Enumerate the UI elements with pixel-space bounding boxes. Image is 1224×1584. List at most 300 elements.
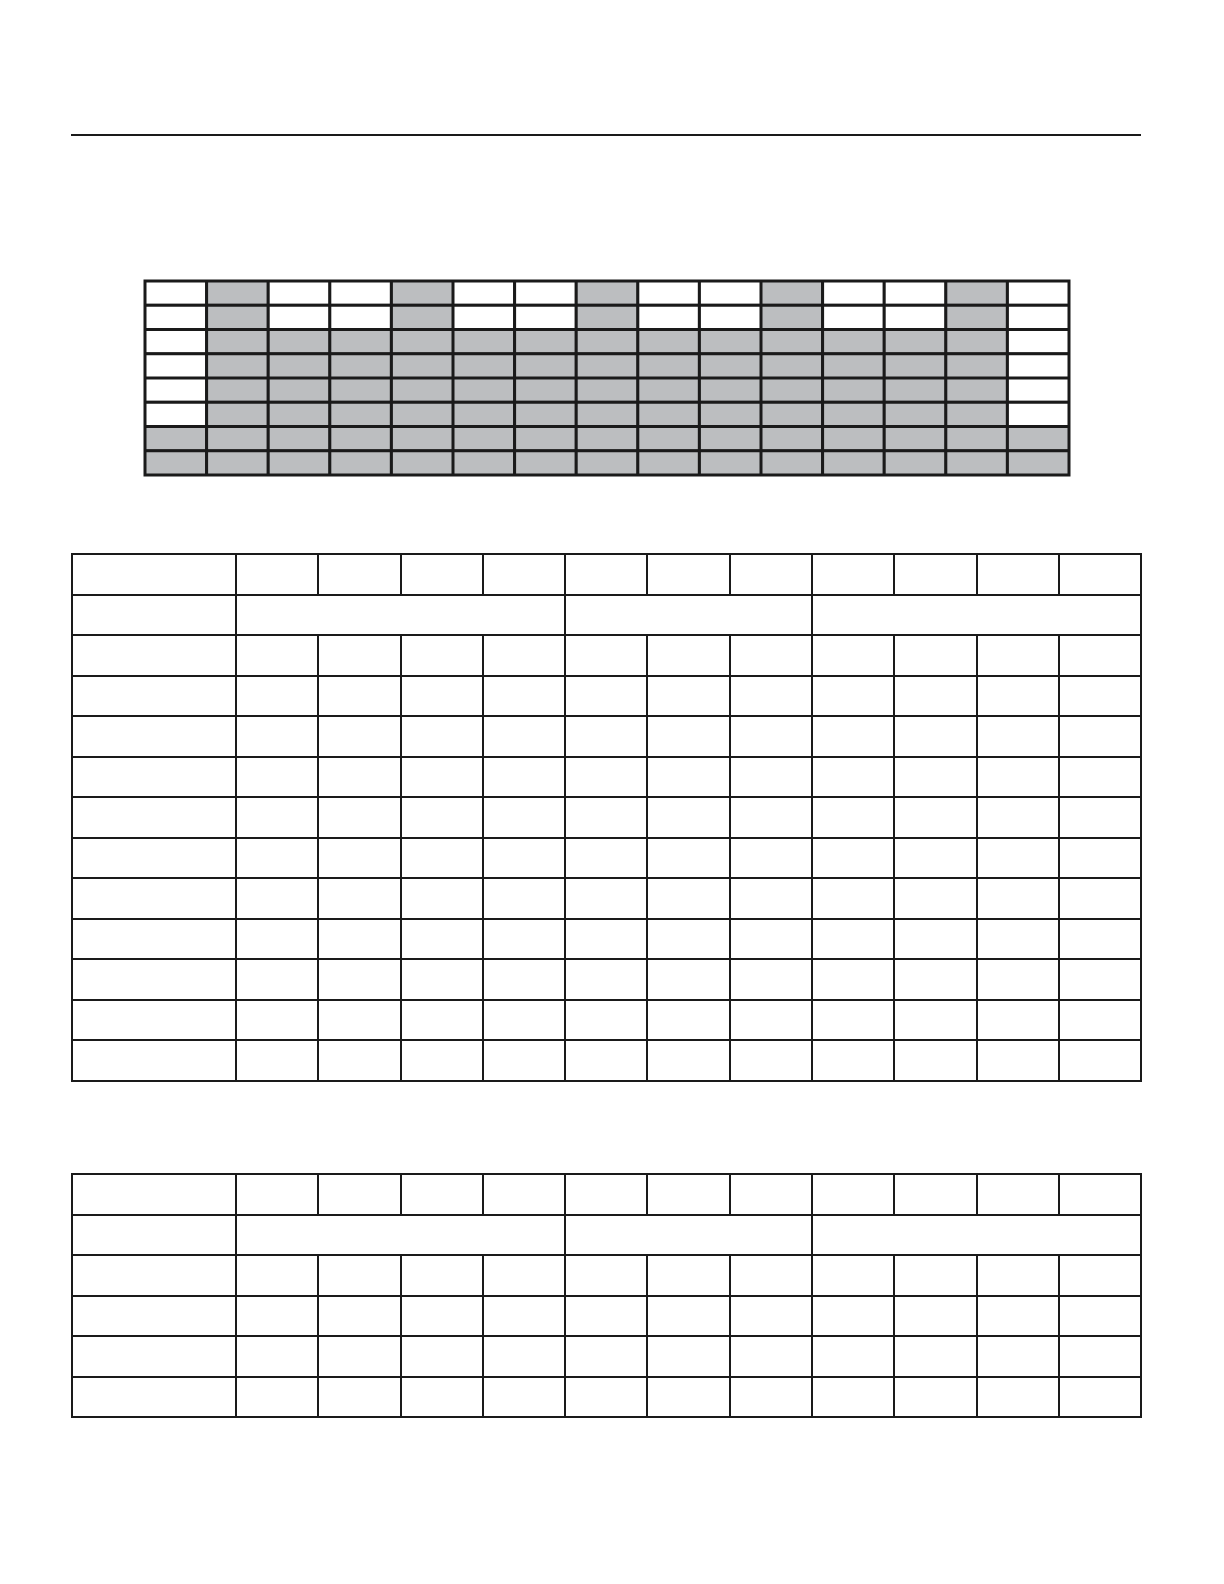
entry-cell[interactable] xyxy=(894,878,976,919)
entry-cell[interactable] xyxy=(977,1040,1059,1081)
entry-cell[interactable] xyxy=(730,1040,812,1081)
entry-cell[interactable] xyxy=(812,1377,894,1418)
entry-cell[interactable] xyxy=(894,757,976,798)
swatch-cell xyxy=(145,378,207,402)
entry-cell[interactable] xyxy=(1059,959,1141,1000)
header-cell[interactable] xyxy=(1059,1174,1141,1215)
entry-cell[interactable] xyxy=(1059,1040,1141,1081)
entry-cell[interactable] xyxy=(483,1336,565,1377)
entry-cell[interactable] xyxy=(977,878,1059,919)
header-cell[interactable] xyxy=(565,554,647,595)
entry-cell[interactable] xyxy=(1059,797,1141,838)
entry-cell[interactable] xyxy=(236,676,318,717)
entry-cell[interactable] xyxy=(483,1296,565,1337)
entry-cell[interactable] xyxy=(565,1000,647,1041)
swatch-cell xyxy=(515,330,577,354)
table-row xyxy=(72,838,1141,879)
entry-cell[interactable] xyxy=(730,1336,812,1377)
entry-cell[interactable] xyxy=(730,797,812,838)
entry-cell[interactable] xyxy=(401,757,483,798)
entry-cell[interactable] xyxy=(401,1296,483,1337)
entry-cell[interactable] xyxy=(977,757,1059,798)
entry-cell[interactable] xyxy=(1059,716,1141,757)
entry-cell[interactable] xyxy=(565,838,647,879)
entry-cell[interactable] xyxy=(318,959,400,1000)
entry-cell[interactable] xyxy=(401,1255,483,1296)
entry-cell[interactable] xyxy=(977,676,1059,717)
entry-cell[interactable] xyxy=(483,797,565,838)
entry-cell[interactable] xyxy=(730,676,812,717)
entry-cell[interactable] xyxy=(812,1000,894,1041)
swatch-cell xyxy=(145,451,207,475)
entry-cell[interactable] xyxy=(894,1255,976,1296)
header-cell[interactable] xyxy=(812,1174,894,1215)
entry-cell[interactable] xyxy=(565,1336,647,1377)
swatch-cell xyxy=(884,451,946,475)
entry-cell[interactable] xyxy=(565,1040,647,1081)
entry-cell[interactable] xyxy=(894,797,976,838)
entry-cell[interactable] xyxy=(647,1336,729,1377)
swatch-cell xyxy=(699,354,761,378)
entry-cell[interactable] xyxy=(894,959,976,1000)
entry-cell[interactable] xyxy=(730,1000,812,1041)
entry-cell[interactable] xyxy=(647,838,729,879)
row-label-cell[interactable] xyxy=(72,838,236,879)
row-label-cell[interactable] xyxy=(72,716,236,757)
swatch-cell xyxy=(515,354,577,378)
entry-cell[interactable] xyxy=(318,716,400,757)
header-cell[interactable] xyxy=(730,1174,812,1215)
entry-cell[interactable] xyxy=(812,878,894,919)
row-label-cell[interactable] xyxy=(72,1174,236,1215)
entry-cell[interactable] xyxy=(401,1336,483,1377)
swatch-cell xyxy=(391,354,453,378)
entry-cell[interactable] xyxy=(977,959,1059,1000)
swatch-cell xyxy=(515,451,577,475)
entry-cell[interactable] xyxy=(647,1377,729,1418)
swatch-cell xyxy=(638,330,700,354)
entry-cell[interactable] xyxy=(977,797,1059,838)
table-group-row xyxy=(72,595,1141,636)
entry-cell[interactable] xyxy=(565,797,647,838)
swatch-cell xyxy=(638,427,700,451)
swatch-cell xyxy=(453,402,515,426)
entry-cell[interactable] xyxy=(894,635,976,676)
swatch-cell xyxy=(638,451,700,475)
header-cell[interactable] xyxy=(401,1174,483,1215)
entry-cell[interactable] xyxy=(401,878,483,919)
entry-cell[interactable] xyxy=(647,1296,729,1337)
header-cell[interactable] xyxy=(647,1174,729,1215)
row-label-cell[interactable] xyxy=(72,919,236,960)
entry-cell[interactable] xyxy=(318,919,400,960)
entry-cell[interactable] xyxy=(401,716,483,757)
swatch-cell xyxy=(1007,330,1069,354)
entry-cell[interactable] xyxy=(318,1255,400,1296)
entry-cell[interactable] xyxy=(401,635,483,676)
swatch-cell xyxy=(1007,378,1069,402)
swatch-cell xyxy=(207,378,269,402)
entry-cell[interactable] xyxy=(647,1000,729,1041)
swatch-cell xyxy=(946,354,1008,378)
row-label-cell[interactable] xyxy=(72,1336,236,1377)
entry-cell[interactable] xyxy=(812,716,894,757)
entry-cell[interactable] xyxy=(236,919,318,960)
entry-cell[interactable] xyxy=(1059,757,1141,798)
swatch-cell xyxy=(884,402,946,426)
entry-cell[interactable] xyxy=(318,1336,400,1377)
entry-cell[interactable] xyxy=(812,1336,894,1377)
entry-cell[interactable] xyxy=(812,1296,894,1337)
entry-cell[interactable] xyxy=(236,797,318,838)
entry-cell[interactable] xyxy=(1059,838,1141,879)
swatch-cell xyxy=(884,305,946,329)
entry-cell[interactable] xyxy=(730,919,812,960)
swatch-cell xyxy=(576,378,638,402)
entry-cell[interactable] xyxy=(318,1040,400,1081)
swatch-cell xyxy=(699,427,761,451)
entry-cell[interactable] xyxy=(977,635,1059,676)
swatch-cell xyxy=(515,305,577,329)
entry-cell[interactable] xyxy=(565,635,647,676)
entry-cell[interactable] xyxy=(1059,1336,1141,1377)
swatch-cell xyxy=(207,451,269,475)
swatch-cell xyxy=(268,451,330,475)
entry-cell[interactable] xyxy=(1059,676,1141,717)
entry-cell[interactable] xyxy=(401,919,483,960)
group-cell[interactable] xyxy=(565,1215,812,1256)
header-cell[interactable] xyxy=(236,1174,318,1215)
entry-cell[interactable] xyxy=(1059,878,1141,919)
entry-cell[interactable] xyxy=(565,1377,647,1418)
entry-cell[interactable] xyxy=(565,1296,647,1337)
header-cell[interactable] xyxy=(812,554,894,595)
swatch-cell xyxy=(1007,305,1069,329)
table-row xyxy=(72,716,1141,757)
entry-cell[interactable] xyxy=(647,1255,729,1296)
swatch-cell xyxy=(1007,281,1069,305)
swatch-cell xyxy=(884,330,946,354)
entry-cell[interactable] xyxy=(401,797,483,838)
table-row xyxy=(72,797,1141,838)
header-cell[interactable] xyxy=(318,554,400,595)
entry-cell[interactable] xyxy=(1059,1296,1141,1337)
table-row xyxy=(72,1000,1141,1041)
entry-cell[interactable] xyxy=(730,838,812,879)
swatch-cell xyxy=(699,402,761,426)
entry-cell[interactable] xyxy=(647,878,729,919)
header-cell[interactable] xyxy=(483,1174,565,1215)
swatch-grid-svg xyxy=(143,279,1071,477)
entry-cell[interactable] xyxy=(318,1377,400,1418)
table-row xyxy=(72,959,1141,1000)
entry-cell[interactable] xyxy=(236,878,318,919)
entry-cell[interactable] xyxy=(647,1040,729,1081)
entry-cell[interactable] xyxy=(318,676,400,717)
entry-cell[interactable] xyxy=(318,1000,400,1041)
row-label-cell[interactable] xyxy=(72,1040,236,1081)
swatch-cell xyxy=(330,451,392,475)
header-cell[interactable] xyxy=(318,1174,400,1215)
header-cell[interactable] xyxy=(1059,554,1141,595)
swatch-cell xyxy=(576,354,638,378)
entry-cell[interactable] xyxy=(401,838,483,879)
entry-cell[interactable] xyxy=(1059,919,1141,960)
entry-cell[interactable] xyxy=(483,1377,565,1418)
row-label-cell[interactable] xyxy=(72,1377,236,1418)
entry-cell[interactable] xyxy=(812,676,894,717)
swatch-cell xyxy=(638,354,700,378)
swatch-cell xyxy=(515,378,577,402)
entry-cell[interactable] xyxy=(894,919,976,960)
row-label-cell[interactable] xyxy=(72,595,236,636)
entry-cell[interactable] xyxy=(565,716,647,757)
entry-cell[interactable] xyxy=(236,838,318,879)
swatch-cell xyxy=(145,305,207,329)
entry-cell[interactable] xyxy=(483,635,565,676)
entry-cell[interactable] xyxy=(483,878,565,919)
entry-cell[interactable] xyxy=(812,797,894,838)
entry-cell[interactable] xyxy=(977,1296,1059,1337)
entry-cell[interactable] xyxy=(730,1377,812,1418)
entry-cell[interactable] xyxy=(894,1040,976,1081)
table-row xyxy=(72,1040,1141,1081)
header-cell[interactable] xyxy=(401,554,483,595)
swatch-cell xyxy=(330,281,392,305)
entry-cell[interactable] xyxy=(1059,1000,1141,1041)
swatch-cell xyxy=(823,402,885,426)
entry-cell[interactable] xyxy=(812,757,894,798)
row-label-cell[interactable] xyxy=(72,797,236,838)
row-label-cell[interactable] xyxy=(72,676,236,717)
entry-cell[interactable] xyxy=(894,716,976,757)
entry-cell[interactable] xyxy=(483,757,565,798)
entry-cell[interactable] xyxy=(730,959,812,1000)
entry-cell[interactable] xyxy=(1059,1255,1141,1296)
entry-cell[interactable] xyxy=(894,676,976,717)
entry-cell[interactable] xyxy=(812,1040,894,1081)
entry-cell[interactable] xyxy=(894,1000,976,1041)
entry-cell[interactable] xyxy=(730,1296,812,1337)
swatch-cell xyxy=(330,402,392,426)
entry-cell[interactable] xyxy=(236,1000,318,1041)
row-label-cell[interactable] xyxy=(72,1255,236,1296)
swatch-cell xyxy=(330,378,392,402)
row-label-cell[interactable] xyxy=(72,959,236,1000)
swatch-cell xyxy=(823,378,885,402)
entry-cell[interactable] xyxy=(318,757,400,798)
swatch-cell xyxy=(207,281,269,305)
entry-cell[interactable] xyxy=(236,1255,318,1296)
header-cell[interactable] xyxy=(236,554,318,595)
entry-cell[interactable] xyxy=(401,676,483,717)
swatch-cell xyxy=(330,330,392,354)
table-row xyxy=(72,676,1141,717)
entry-cell[interactable] xyxy=(401,1040,483,1081)
entry-cell[interactable] xyxy=(730,757,812,798)
entry-cell[interactable] xyxy=(565,1255,647,1296)
entry-cell[interactable] xyxy=(977,1377,1059,1418)
entry-cell[interactable] xyxy=(565,676,647,717)
entry-cell[interactable] xyxy=(894,1377,976,1418)
entry-cell[interactable] xyxy=(483,1255,565,1296)
swatch-cell xyxy=(761,427,823,451)
entry-cell[interactable] xyxy=(565,757,647,798)
swatch-cell xyxy=(515,281,577,305)
entry-cell[interactable] xyxy=(647,959,729,1000)
swatch-grid xyxy=(143,279,1071,477)
entry-cell[interactable] xyxy=(647,716,729,757)
entry-cell[interactable] xyxy=(483,1040,565,1081)
entry-cell[interactable] xyxy=(977,1255,1059,1296)
header-cell[interactable] xyxy=(730,554,812,595)
group-cell[interactable] xyxy=(236,595,565,636)
entry-cell[interactable] xyxy=(483,919,565,960)
swatch-cell xyxy=(515,402,577,426)
header-cell[interactable] xyxy=(894,554,976,595)
entry-cell[interactable] xyxy=(318,635,400,676)
swatch-cell xyxy=(268,427,330,451)
swatch-cell xyxy=(884,354,946,378)
entry-cell[interactable] xyxy=(647,635,729,676)
group-cell[interactable] xyxy=(565,595,812,636)
table-row xyxy=(72,878,1141,919)
entry-cell[interactable] xyxy=(236,1377,318,1418)
entry-cell[interactable] xyxy=(812,919,894,960)
swatch-cell xyxy=(1007,451,1069,475)
table-row xyxy=(72,635,1141,676)
entry-cell[interactable] xyxy=(236,757,318,798)
swatch-cell xyxy=(145,281,207,305)
entry-cell[interactable] xyxy=(483,716,565,757)
header-cell[interactable] xyxy=(647,554,729,595)
swatch-cell xyxy=(699,451,761,475)
entry-cell[interactable] xyxy=(647,919,729,960)
table-row xyxy=(72,1377,1141,1418)
entry-cell[interactable] xyxy=(812,838,894,879)
table-row xyxy=(72,919,1141,960)
swatch-cell xyxy=(761,281,823,305)
entry-cell[interactable] xyxy=(483,676,565,717)
swatch-cell xyxy=(823,305,885,329)
entry-cell[interactable] xyxy=(236,959,318,1000)
header-cell[interactable] xyxy=(894,1174,976,1215)
entry-cell[interactable] xyxy=(977,716,1059,757)
entry-cell[interactable] xyxy=(236,1336,318,1377)
entry-cell[interactable] xyxy=(730,635,812,676)
entry-cell[interactable] xyxy=(894,838,976,879)
row-label-cell[interactable] xyxy=(72,1000,236,1041)
swatch-cell xyxy=(638,305,700,329)
entry-cell[interactable] xyxy=(483,959,565,1000)
entry-cell[interactable] xyxy=(730,878,812,919)
swatch-cell xyxy=(576,402,638,426)
swatch-cell xyxy=(576,451,638,475)
entry-cell[interactable] xyxy=(1059,635,1141,676)
swatch-cell xyxy=(453,451,515,475)
entry-cell[interactable] xyxy=(318,878,400,919)
swatch-cell xyxy=(515,427,577,451)
entry-cell[interactable] xyxy=(236,635,318,676)
entry-cell[interactable] xyxy=(647,797,729,838)
entry-cell[interactable] xyxy=(647,676,729,717)
entry-cell[interactable] xyxy=(236,1040,318,1081)
row-label-cell[interactable] xyxy=(72,635,236,676)
entry-cell[interactable] xyxy=(977,919,1059,960)
entry-cell[interactable] xyxy=(565,959,647,1000)
entry-cell[interactable] xyxy=(977,1336,1059,1377)
swatch-cell xyxy=(576,305,638,329)
group-cell[interactable] xyxy=(812,1215,1141,1256)
entry-cell[interactable] xyxy=(1059,1377,1141,1418)
swatch-cell xyxy=(946,330,1008,354)
entry-cell[interactable] xyxy=(894,1336,976,1377)
entry-cell[interactable] xyxy=(565,878,647,919)
entry-cell[interactable] xyxy=(647,757,729,798)
swatch-cell xyxy=(268,330,330,354)
entry-cell[interactable] xyxy=(401,1000,483,1041)
entry-cell[interactable] xyxy=(977,1000,1059,1041)
entry-cell[interactable] xyxy=(812,635,894,676)
entry-cell[interactable] xyxy=(565,919,647,960)
swatch-cell xyxy=(699,378,761,402)
entry-cell[interactable] xyxy=(483,1000,565,1041)
swatch-cell xyxy=(207,354,269,378)
row-label-cell[interactable] xyxy=(72,1215,236,1256)
entry-cell[interactable] xyxy=(977,838,1059,879)
entry-cell[interactable] xyxy=(401,959,483,1000)
entry-cell[interactable] xyxy=(318,838,400,879)
entry-cell[interactable] xyxy=(318,797,400,838)
swatch-cell xyxy=(391,402,453,426)
entry-cell[interactable] xyxy=(236,716,318,757)
swatch-cell xyxy=(207,330,269,354)
swatch-cell xyxy=(761,354,823,378)
entry-cell[interactable] xyxy=(236,1296,318,1337)
swatch-cell xyxy=(761,378,823,402)
swatch-cell xyxy=(823,427,885,451)
row-label-cell[interactable] xyxy=(72,1296,236,1337)
header-cell[interactable] xyxy=(483,554,565,595)
swatch-cell xyxy=(761,451,823,475)
entry-cell[interactable] xyxy=(812,1255,894,1296)
entry-cell[interactable] xyxy=(483,838,565,879)
entry-cell[interactable] xyxy=(401,1377,483,1418)
swatch-cell xyxy=(1007,402,1069,426)
swatch-cell xyxy=(207,402,269,426)
group-cell[interactable] xyxy=(812,595,1141,636)
row-label-cell[interactable] xyxy=(72,554,236,595)
entry-cell[interactable] xyxy=(894,1296,976,1337)
header-cell[interactable] xyxy=(977,554,1059,595)
swatch-cell xyxy=(884,378,946,402)
row-label-cell[interactable] xyxy=(72,757,236,798)
entry-cell[interactable] xyxy=(318,1296,400,1337)
row-label-cell[interactable] xyxy=(72,878,236,919)
table-group-row xyxy=(72,1215,1141,1256)
swatch-cell xyxy=(453,378,515,402)
entry-cell[interactable] xyxy=(730,716,812,757)
header-cell[interactable] xyxy=(565,1174,647,1215)
entry-cell[interactable] xyxy=(812,959,894,1000)
table-row xyxy=(72,1255,1141,1296)
swatch-cell xyxy=(207,305,269,329)
swatch-cell xyxy=(576,330,638,354)
swatch-cell xyxy=(391,305,453,329)
entry-cell[interactable] xyxy=(730,1255,812,1296)
group-cell[interactable] xyxy=(236,1215,565,1256)
header-cell[interactable] xyxy=(977,1174,1059,1215)
